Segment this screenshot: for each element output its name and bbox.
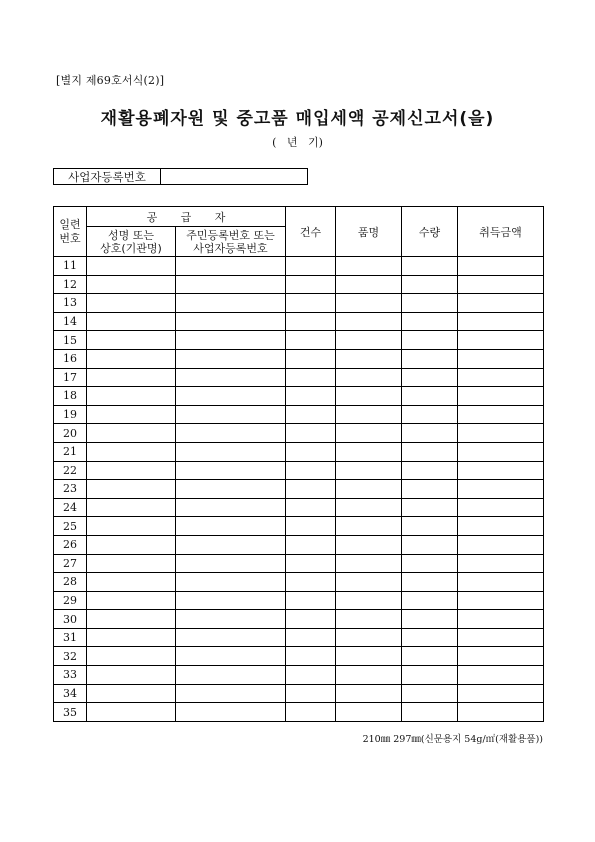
amount-cell[interactable] <box>458 405 544 424</box>
row-number: 28 <box>54 573 87 592</box>
table-row <box>54 461 544 480</box>
quantity-cell[interactable] <box>402 424 458 443</box>
period-label: ( 년 기) <box>272 136 323 149</box>
quantity-cell[interactable] <box>402 517 458 536</box>
item-cell[interactable] <box>336 591 402 610</box>
table-row <box>54 498 544 517</box>
id-cell[interactable] <box>176 703 286 722</box>
item-cell[interactable] <box>336 703 402 722</box>
amount-cell[interactable] <box>458 294 544 313</box>
id-cell[interactable] <box>176 461 286 480</box>
id-cell[interactable] <box>176 591 286 610</box>
id-cell[interactable] <box>176 331 286 350</box>
paper-spec-footer: 210㎜ 297㎜(신문용지 54g/㎡(재활용품)) <box>362 734 543 745</box>
amount-header: 취득금액 <box>458 207 544 257</box>
item-cell[interactable] <box>336 647 402 666</box>
name-cell[interactable] <box>87 703 176 722</box>
amount-cell[interactable] <box>458 610 544 629</box>
count-cell[interactable] <box>286 387 336 406</box>
amount-cell[interactable] <box>458 498 544 517</box>
name-cell[interactable] <box>87 591 176 610</box>
item-cell[interactable] <box>336 480 402 499</box>
table-row <box>54 591 544 610</box>
id-cell[interactable] <box>176 628 286 647</box>
item-cell[interactable] <box>336 424 402 443</box>
count-cell[interactable] <box>286 294 336 313</box>
id-header: 주민등록번호 또는 사업자등록번호 <box>176 227 286 257</box>
table-row <box>54 349 544 368</box>
item-cell[interactable] <box>336 666 402 685</box>
row-number: 15 <box>54 331 87 350</box>
id-cell[interactable] <box>176 535 286 554</box>
amount-cell[interactable] <box>458 312 544 331</box>
item-cell[interactable] <box>336 442 402 461</box>
count-cell[interactable] <box>286 405 336 424</box>
quantity-cell[interactable] <box>402 480 458 499</box>
table-row <box>54 312 544 331</box>
purchase-table <box>53 206 544 722</box>
table-row <box>54 368 544 387</box>
name-cell[interactable] <box>87 610 176 629</box>
name-cell[interactable] <box>87 535 176 554</box>
table-row <box>54 257 544 276</box>
table-row <box>54 573 544 592</box>
table-row <box>54 610 544 629</box>
count-cell[interactable] <box>286 312 336 331</box>
amount-cell[interactable] <box>458 424 544 443</box>
count-cell[interactable] <box>286 573 336 592</box>
row-number: 19 <box>54 405 87 424</box>
amount-cell[interactable] <box>458 480 544 499</box>
count-cell[interactable] <box>286 666 336 685</box>
row-number: 34 <box>54 684 87 703</box>
quantity-cell[interactable] <box>402 573 458 592</box>
item-cell[interactable] <box>336 368 402 387</box>
table-row <box>54 294 544 313</box>
quantity-header: 수량 <box>402 207 458 257</box>
count-cell[interactable] <box>286 535 336 554</box>
item-cell[interactable] <box>336 498 402 517</box>
quantity-cell[interactable] <box>402 610 458 629</box>
table-row <box>54 554 544 573</box>
amount-cell[interactable] <box>458 684 544 703</box>
id-cell[interactable] <box>176 610 286 629</box>
quantity-cell[interactable] <box>402 703 458 722</box>
id-cell[interactable] <box>176 442 286 461</box>
row-number: 21 <box>54 442 87 461</box>
registration-box <box>53 168 308 185</box>
id-cell[interactable] <box>176 294 286 313</box>
id-cell[interactable] <box>176 684 286 703</box>
row-number: 29 <box>54 591 87 610</box>
table-row <box>54 331 544 350</box>
amount-cell[interactable] <box>458 573 544 592</box>
row-number: 30 <box>54 610 87 629</box>
name-cell[interactable] <box>87 461 176 480</box>
name-cell[interactable] <box>87 312 176 331</box>
amount-cell[interactable] <box>458 368 544 387</box>
quantity-cell[interactable] <box>402 498 458 517</box>
quantity-cell[interactable] <box>402 349 458 368</box>
quantity-cell[interactable] <box>402 368 458 387</box>
item-cell[interactable] <box>336 461 402 480</box>
table-row <box>54 628 544 647</box>
name-cell[interactable] <box>87 442 176 461</box>
id-cell[interactable] <box>176 647 286 666</box>
id-cell[interactable] <box>176 424 286 443</box>
count-cell[interactable] <box>286 368 336 387</box>
amount-cell[interactable] <box>458 257 544 276</box>
row-number: 13 <box>54 294 87 313</box>
name-cell[interactable] <box>87 480 176 499</box>
id-cell[interactable] <box>176 387 286 406</box>
item-cell[interactable] <box>336 684 402 703</box>
count-cell[interactable] <box>286 461 336 480</box>
item-cell[interactable] <box>336 257 402 276</box>
name-cell[interactable] <box>87 684 176 703</box>
row-number: 16 <box>54 349 87 368</box>
quantity-cell[interactable] <box>402 294 458 313</box>
count-cell[interactable] <box>286 257 336 276</box>
item-cell[interactable] <box>336 554 402 573</box>
name-cell[interactable] <box>87 349 176 368</box>
quantity-cell[interactable] <box>402 591 458 610</box>
name-cell[interactable] <box>87 405 176 424</box>
row-number: 23 <box>54 480 87 499</box>
id-cell[interactable] <box>176 275 286 294</box>
id-cell[interactable] <box>176 368 286 387</box>
name-cell[interactable] <box>87 294 176 313</box>
item-cell[interactable] <box>336 275 402 294</box>
row-number: 12 <box>54 275 87 294</box>
row-number: 14 <box>54 312 87 331</box>
page-title: 재활용폐자원 및 중고품 매입세액 공제신고서(을) <box>100 109 495 129</box>
name-cell[interactable] <box>87 424 176 443</box>
count-cell[interactable] <box>286 498 336 517</box>
id-cell[interactable] <box>176 257 286 276</box>
item-cell[interactable] <box>336 573 402 592</box>
item-cell[interactable] <box>336 331 402 350</box>
item-cell[interactable] <box>336 610 402 629</box>
id-cell[interactable] <box>176 498 286 517</box>
amount-cell[interactable] <box>458 517 544 536</box>
count-header: 건수 <box>286 207 336 257</box>
item-cell[interactable] <box>336 517 402 536</box>
count-cell[interactable] <box>286 442 336 461</box>
table-row <box>54 517 544 536</box>
table-row <box>54 480 544 499</box>
amount-cell[interactable] <box>458 275 544 294</box>
row-number: 25 <box>54 517 87 536</box>
table-row <box>54 684 544 703</box>
quantity-cell[interactable] <box>402 331 458 350</box>
name-cell[interactable] <box>87 257 176 276</box>
amount-cell[interactable] <box>458 703 544 722</box>
quantity-cell[interactable] <box>402 684 458 703</box>
count-cell[interactable] <box>286 554 336 573</box>
row-number: 20 <box>54 424 87 443</box>
count-cell[interactable] <box>286 628 336 647</box>
count-cell[interactable] <box>286 349 336 368</box>
quantity-cell[interactable] <box>402 257 458 276</box>
item-cell[interactable] <box>336 312 402 331</box>
row-number: 35 <box>54 703 87 722</box>
count-cell[interactable] <box>286 275 336 294</box>
id-cell[interactable] <box>176 554 286 573</box>
quantity-cell[interactable] <box>402 387 458 406</box>
row-number: 11 <box>54 257 87 276</box>
quantity-cell[interactable] <box>402 405 458 424</box>
amount-cell[interactable] <box>458 331 544 350</box>
row-number: 17 <box>54 368 87 387</box>
count-cell[interactable] <box>286 684 336 703</box>
table-row <box>54 535 544 554</box>
name-cell[interactable] <box>87 573 176 592</box>
name-cell[interactable] <box>87 331 176 350</box>
count-cell[interactable] <box>286 703 336 722</box>
table-row <box>54 666 544 685</box>
supplier-header: 공 급 자 <box>87 207 286 227</box>
amount-cell[interactable] <box>458 666 544 685</box>
table-row <box>54 703 544 722</box>
count-cell[interactable] <box>286 517 336 536</box>
amount-cell[interactable] <box>458 628 544 647</box>
amount-cell[interactable] <box>458 349 544 368</box>
item-header: 품명 <box>336 207 402 257</box>
count-cell[interactable] <box>286 331 336 350</box>
item-cell[interactable] <box>336 535 402 554</box>
amount-cell[interactable] <box>458 387 544 406</box>
id-cell[interactable] <box>176 480 286 499</box>
quantity-cell[interactable] <box>402 535 458 554</box>
row-number: 27 <box>54 554 87 573</box>
row-number: 26 <box>54 535 87 554</box>
quantity-cell[interactable] <box>402 554 458 573</box>
name-cell[interactable] <box>87 387 176 406</box>
row-number: 31 <box>54 628 87 647</box>
table-row <box>54 405 544 424</box>
name-cell[interactable] <box>87 275 176 294</box>
name-cell[interactable] <box>87 554 176 573</box>
row-number: 32 <box>54 647 87 666</box>
registration-value-field[interactable] <box>161 169 307 184</box>
name-header: 성명 또는 상호(기관명) <box>87 227 176 257</box>
quantity-cell[interactable] <box>402 461 458 480</box>
amount-cell[interactable] <box>458 647 544 666</box>
quantity-cell[interactable] <box>402 628 458 647</box>
item-cell[interactable] <box>336 294 402 313</box>
name-cell[interactable] <box>87 666 176 685</box>
id-cell[interactable] <box>176 517 286 536</box>
item-cell[interactable] <box>336 628 402 647</box>
amount-cell[interactable] <box>458 554 544 573</box>
row-number: 22 <box>54 461 87 480</box>
row-number: 33 <box>54 666 87 685</box>
id-cell[interactable] <box>176 405 286 424</box>
serial-header: 일련 번호 <box>54 207 87 257</box>
quantity-cell[interactable] <box>402 312 458 331</box>
item-cell[interactable] <box>336 405 402 424</box>
quantity-cell[interactable] <box>402 275 458 294</box>
amount-cell[interactable] <box>458 461 544 480</box>
quantity-cell[interactable] <box>402 666 458 685</box>
table-row <box>54 647 544 666</box>
amount-cell[interactable] <box>458 535 544 554</box>
quantity-cell[interactable] <box>402 442 458 461</box>
count-cell[interactable] <box>286 424 336 443</box>
item-cell[interactable] <box>336 387 402 406</box>
id-cell[interactable] <box>176 573 286 592</box>
table-row <box>54 424 544 443</box>
quantity-cell[interactable] <box>402 647 458 666</box>
id-cell[interactable] <box>176 312 286 331</box>
row-number: 18 <box>54 387 87 406</box>
name-cell[interactable] <box>87 647 176 666</box>
table-row <box>54 442 544 461</box>
id-cell[interactable] <box>176 666 286 685</box>
table-row <box>54 275 544 294</box>
item-cell[interactable] <box>336 349 402 368</box>
id-cell[interactable] <box>176 349 286 368</box>
row-number: 24 <box>54 498 87 517</box>
amount-cell[interactable] <box>458 442 544 461</box>
name-cell[interactable] <box>87 368 176 387</box>
form-number: [별지 제69호서식(2)] <box>56 74 165 87</box>
count-cell[interactable] <box>286 591 336 610</box>
table-row <box>54 387 544 406</box>
count-cell[interactable] <box>286 480 336 499</box>
name-cell[interactable] <box>87 498 176 517</box>
count-cell[interactable] <box>286 610 336 629</box>
amount-cell[interactable] <box>458 591 544 610</box>
name-cell[interactable] <box>87 517 176 536</box>
count-cell[interactable] <box>286 647 336 666</box>
name-cell[interactable] <box>87 628 176 647</box>
registration-label: 사업자등록번호 <box>54 169 161 184</box>
